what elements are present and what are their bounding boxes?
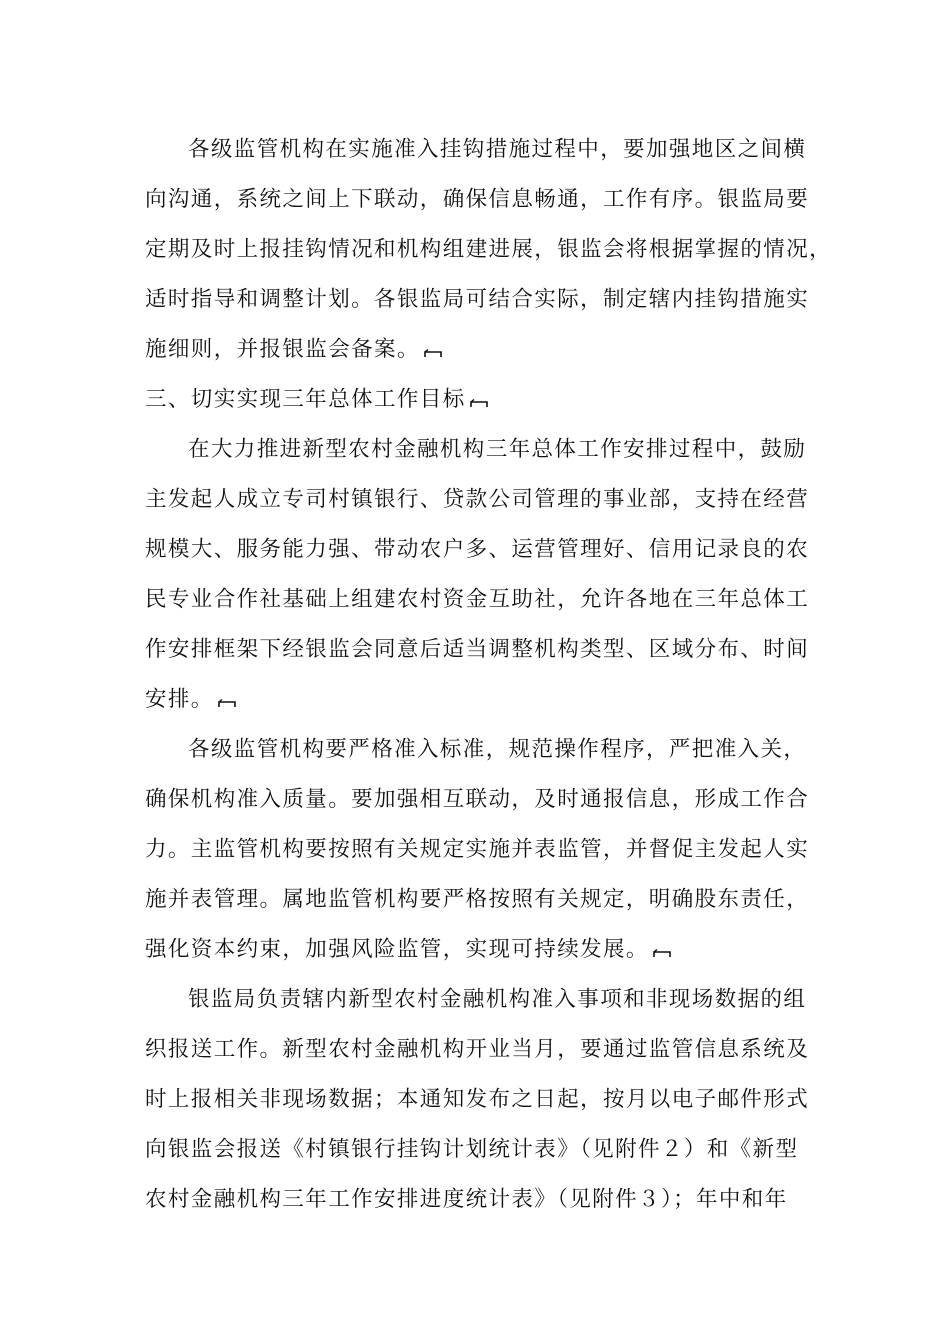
line-text: 定期及时上报挂钩情况和机构组建进展，银监会将根据掌握的情况， (145, 237, 833, 262)
text-line (145, 283, 835, 317)
line-text: 主发起人成立专司村镇银行、贷款公司管理的事业部，支持在经营 (145, 487, 810, 512)
line-text: 农村金融机构三年工作安排进度统计表》（见附件３）；年中和年 (145, 1187, 788, 1212)
text-line (188, 433, 838, 467)
text-line (145, 533, 835, 567)
line-text: 时上报相关非现场数据；本通知发布之日起，按月以电子邮件形式 (145, 1087, 810, 1112)
text-line (188, 133, 838, 167)
text-line (145, 633, 835, 667)
text-line (145, 483, 835, 517)
text-line (145, 1183, 835, 1217)
text-line (145, 683, 835, 717)
paragraph-return-icon (424, 349, 442, 358)
line-text: 强化资本约束，加强风险监管，实现可持续发展。 (145, 937, 649, 962)
text-line (145, 583, 835, 617)
text-line (145, 883, 835, 917)
text-line (188, 983, 838, 1017)
line-text: 适时指导和调整计划。各银监局可结合实际，制定辖内挂钩措施实 (145, 287, 810, 312)
line-text: 规模大、服务能力强、带动农户多、运营管理好、信用记录良的农 (145, 537, 810, 562)
line-text: 向沟通，系统之间上下联动，确保信息畅通，工作有序。银监局要 (145, 187, 810, 212)
text-line (145, 1033, 835, 1067)
paragraph-return-icon (653, 949, 671, 958)
line-text: 施细则，并报银监会备案。 (145, 337, 420, 362)
line-text: 各级监管机构在实施准入挂钩措施过程中，要加强地区之间横 (188, 137, 807, 162)
line-text: 各级监管机构要严格准入标准，规范操作程序，严把准入关， (188, 737, 807, 762)
section-heading (145, 383, 835, 417)
heading-text: 三、切实实现三年总体工作目标 (145, 387, 466, 412)
line-text: 施并表管理。属地监管机构要严格按照有关规定，明确股东责任， (145, 887, 810, 912)
text-line (145, 1133, 835, 1167)
line-text: 力。主监管机构要按照有关规定实施并表监管，并督促主发起人实 (145, 837, 810, 862)
text-line (145, 933, 835, 967)
paragraph-return-icon (218, 699, 236, 708)
paragraph-return-icon (470, 399, 488, 408)
line-text: 作安排框架下经银监会同意后适当调整机构类型、区域分布、时间 (145, 637, 810, 662)
line-text: 确保机构准入质量。要加强相互联动，及时通报信息，形成工作合 (145, 787, 810, 812)
text-line (145, 1083, 835, 1117)
line-text: 安排。 (145, 687, 214, 712)
line-text: 银监局负责辖内新型农村金融机构准入事项和非现场数据的组 (188, 987, 807, 1012)
text-line (145, 233, 835, 267)
text-line (145, 783, 835, 817)
text-line (145, 833, 835, 867)
text-line (188, 733, 838, 767)
line-text: 织报送工作。新型农村金融机构开业当月，要通过监管信息系统及 (145, 1037, 810, 1062)
text-line (145, 183, 835, 217)
text-line (145, 333, 835, 367)
line-text: 向银监会报送《村镇银行挂钩计划统计表》（见附件２）和《新型 (145, 1137, 799, 1162)
line-text: 民专业合作社基础上组建农村资金互助社，允许各地在三年总体工 (145, 587, 810, 612)
line-text: 在大力推进新型农村金融机构三年总体工作安排过程中，鼓励 (188, 437, 807, 462)
